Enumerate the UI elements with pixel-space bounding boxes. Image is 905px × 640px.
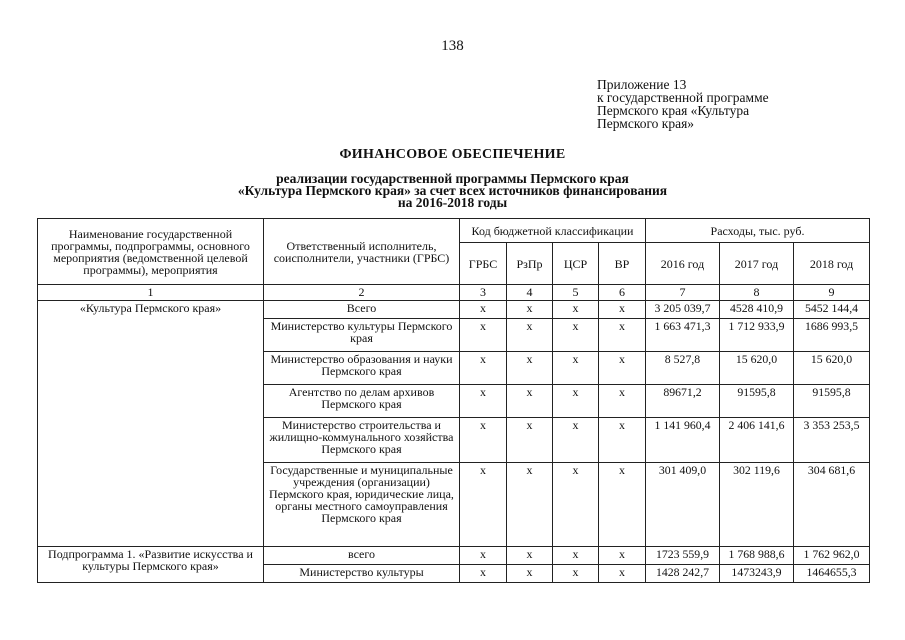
executor-cell: Всего [264, 301, 460, 319]
column-number: 9 [794, 285, 870, 301]
code-cell: x [507, 547, 553, 565]
executor-cell: Министерство образования и науки Пермского края [264, 352, 460, 385]
column-number: 5 [553, 285, 599, 301]
code-cell: x [460, 301, 507, 319]
appendix-line: Приложение 13 [597, 77, 687, 92]
column-number: 2 [264, 285, 460, 301]
code-cell: x [507, 385, 553, 418]
value-cell: 301 409,0 [646, 463, 720, 547]
value-cell: 15 620,0 [720, 352, 794, 385]
financing-table [37, 218, 870, 583]
code-cell: x [460, 352, 507, 385]
value-cell: 1 663 471,3 [646, 319, 720, 352]
code-cell: x [599, 385, 646, 418]
code-cell: x [507, 463, 553, 547]
title-sub-line: реализации государственной программы Пермского края [276, 171, 629, 186]
value-cell: 1723 559,9 [646, 547, 720, 565]
header-year: 2016 год [646, 243, 720, 285]
executor-cell: Министерство культуры [264, 565, 460, 583]
subprogram-name: Подпрограмма 1. «Развитие искусства и культуры Пермского края» [38, 547, 264, 583]
value-cell: 3 353 253,5 [794, 418, 870, 463]
value-cell: 5452 144,4 [794, 301, 870, 319]
code-cell: x [599, 463, 646, 547]
value-cell: 2 406 141,6 [720, 418, 794, 463]
column-number: 7 [646, 285, 720, 301]
executor-cell: Министерство культуры Пермского края [264, 319, 460, 352]
value-cell: 1 141 960,4 [646, 418, 720, 463]
value-cell: 1 762 962,0 [794, 547, 870, 565]
value-cell: 89671,2 [646, 385, 720, 418]
column-number: 4 [507, 285, 553, 301]
header-code: ВР [599, 243, 646, 285]
header-executor: Ответственный исполнитель, соисполнители, участники (ГРБС) [264, 219, 460, 285]
appendix-note [597, 78, 769, 130]
header-code: РзПр [507, 243, 553, 285]
column-number: 3 [460, 285, 507, 301]
appendix-line: к государственной программе [597, 90, 769, 105]
code-cell: x [460, 463, 507, 547]
code-cell: x [599, 352, 646, 385]
header-name: Наименование государственной программы, подпрограммы, основного мероприятия (ведомственной целевой программы), мероприятия [38, 219, 264, 285]
code-cell: x [460, 385, 507, 418]
code-cell: x [507, 352, 553, 385]
value-cell: 15 620,0 [794, 352, 870, 385]
page-number: 138 [441, 38, 464, 54]
code-cell: x [507, 301, 553, 319]
column-number: 8 [720, 285, 794, 301]
code-cell: x [460, 418, 507, 463]
code-cell: x [553, 463, 599, 547]
value-cell: 302 119,6 [720, 463, 794, 547]
value-cell: 91595,8 [794, 385, 870, 418]
value-cell: 1686 993,5 [794, 319, 870, 352]
header-expenses: Расходы, тыс. руб. [646, 219, 870, 243]
header-year: 2017 год [720, 243, 794, 285]
code-cell: x [599, 418, 646, 463]
column-number: 1 [38, 285, 264, 301]
code-cell: x [599, 565, 646, 583]
header-budget-code: Код бюджетной классификации [460, 219, 646, 243]
header-year: 2018 год [794, 243, 870, 285]
code-cell: x [460, 565, 507, 583]
code-cell: x [460, 319, 507, 352]
header-code: ГРБС [460, 243, 507, 285]
value-cell: 3 205 039,7 [646, 301, 720, 319]
code-cell: x [599, 547, 646, 565]
code-cell: x [507, 418, 553, 463]
code-cell: x [507, 319, 553, 352]
header-code: ЦСР [553, 243, 599, 285]
executor-cell: Агентство по делам архивов Пермского края [264, 385, 460, 418]
appendix-line: Пермского края» [597, 116, 695, 131]
code-cell: x [553, 319, 599, 352]
executor-cell: Государственные и муниципальные учреждения (организации) Пермского края, юридические лица, органы местного самоуправления Пермского края [264, 463, 460, 547]
code-cell: x [553, 547, 599, 565]
appendix-line: Пермского края «Культура [597, 103, 750, 118]
value-cell: 1473243,9 [720, 565, 794, 583]
code-cell: x [553, 301, 599, 319]
executor-cell: Министерство строительства и жилищно-коммунального хозяйства Пермского края [264, 418, 460, 463]
value-cell: 91595,8 [720, 385, 794, 418]
code-cell: x [553, 352, 599, 385]
value-cell: 8 527,8 [646, 352, 720, 385]
title-sub-line: «Культура Пермского края» за счет всех источников финансирования [237, 183, 668, 198]
code-cell: x [599, 301, 646, 319]
value-cell: 1428 242,7 [646, 565, 720, 583]
value-cell: 1464655,3 [794, 565, 870, 583]
value-cell: 1 712 933,9 [720, 319, 794, 352]
table-row [38, 547, 870, 565]
table-row [38, 301, 870, 319]
executor-cell: всего [264, 547, 460, 565]
code-cell: x [553, 418, 599, 463]
document-title [0, 147, 905, 209]
value-cell: 304 681,6 [794, 463, 870, 547]
program-name: «Культура Пермского края» [38, 301, 264, 547]
code-cell: x [599, 319, 646, 352]
code-cell: x [507, 565, 553, 583]
value-cell: 1 768 988,6 [720, 547, 794, 565]
column-number: 6 [599, 285, 646, 301]
code-cell: x [553, 565, 599, 583]
value-cell: 4528 410,9 [720, 301, 794, 319]
title-main: ФИНАНСОВОЕ ОБЕСПЕЧЕНИЕ [339, 147, 566, 162]
code-cell: x [553, 385, 599, 418]
title-sub-line: на 2016-2018 годы [397, 195, 508, 210]
code-cell: x [460, 547, 507, 565]
